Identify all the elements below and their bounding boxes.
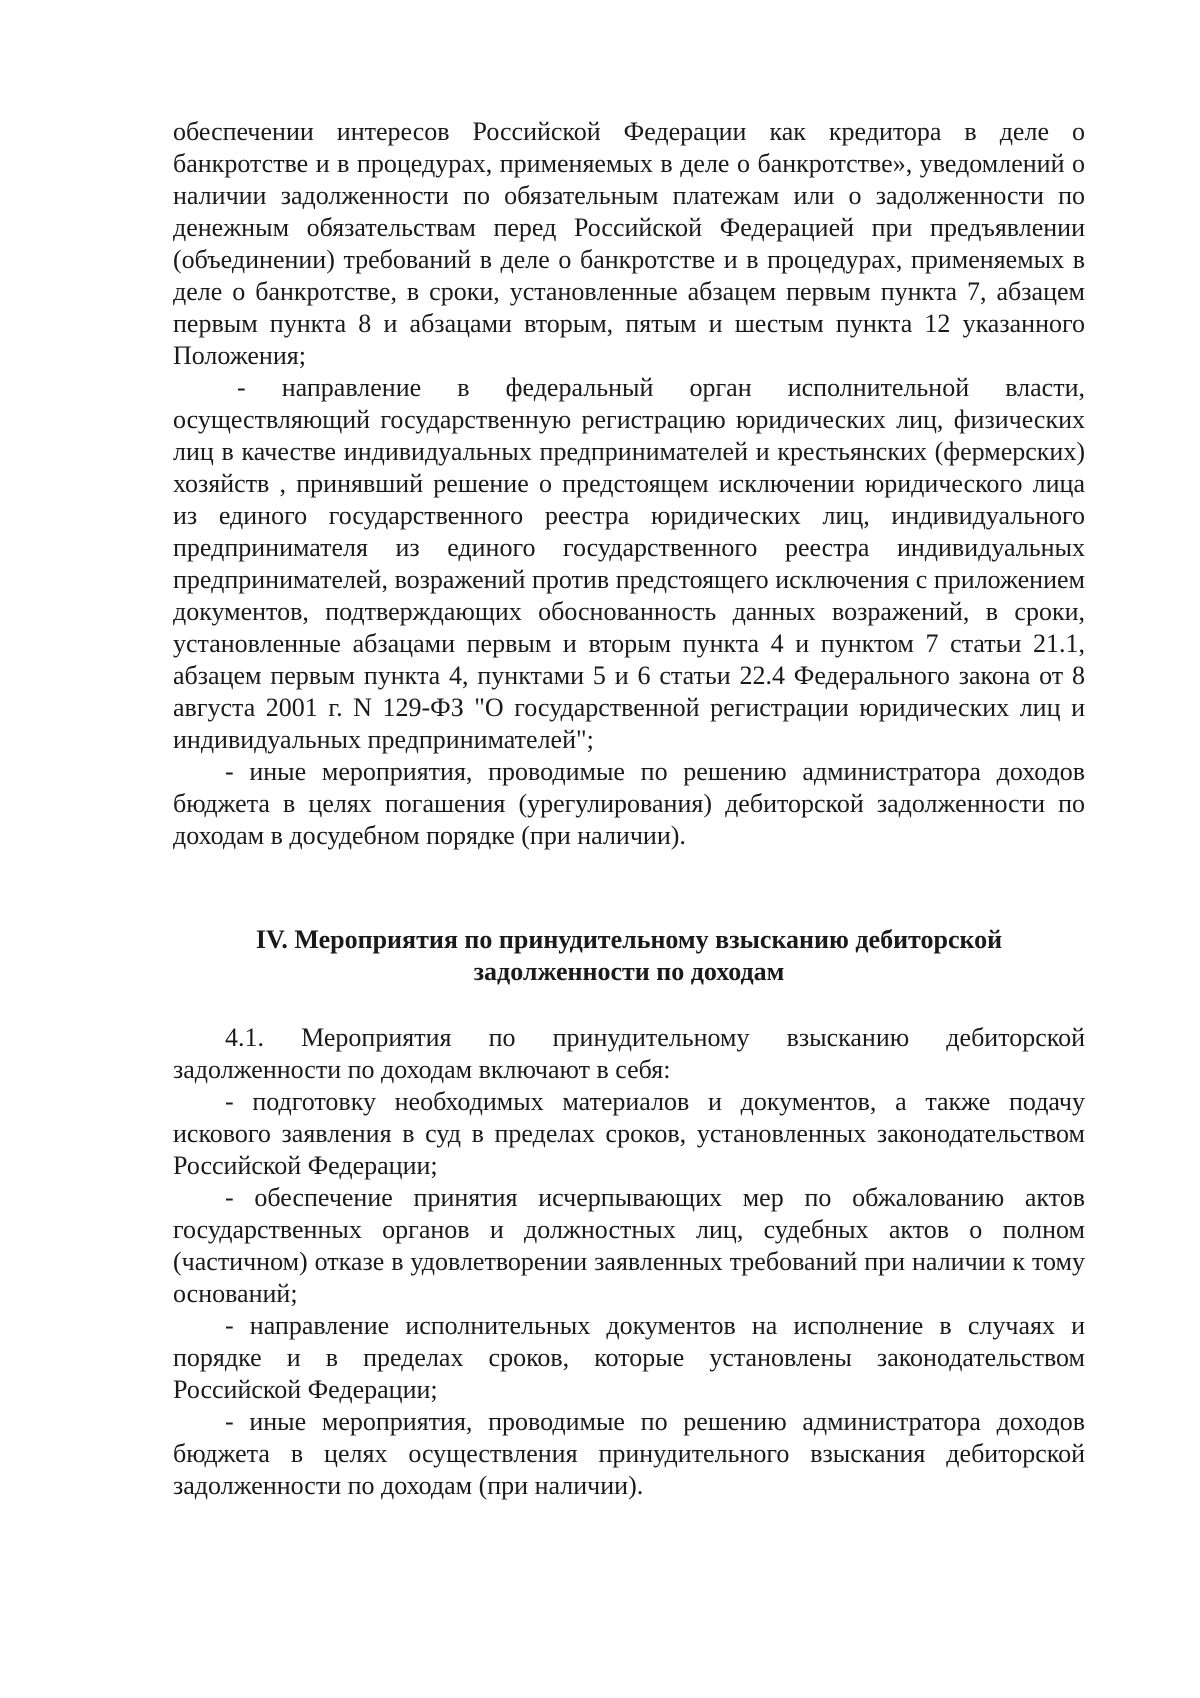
- paragraph-bankruptcy-notices: обеспечении интересов Российской Федерации как кредитора в деле о банкротстве и в процедурах, применяемых в деле о банкротстве», уведомлений о наличии задолженности по обязательным платежам или о задолженности по денежным обязательствам перед Российской Федерацией при предъявлении (объединении) требований в деле о банкротстве и в процедурах, применяемых в деле о банкротстве, в сроки, установленные абзацем первым пункта 7, абзацем первым пункта 8 и абзацами вторым, пятым и шестым пункта 12 указанного Положения;: [173, 117, 1085, 370]
- bottom-text-block: [173, 1022, 1085, 1502]
- paragraph-lawsuit-preparation: - подготовку необходимых материалов и документов, а также подачу искового заявления в суд в пределах сроков, установленных законодательством Российской Федерации;: [173, 1087, 1085, 1180]
- section-heading-line-1: IV. Мероприятия по принудительному взысканию дебиторской: [255, 925, 1003, 954]
- section-heading-line-2: задолженности по доходам: [473, 957, 785, 986]
- paragraph-appeal-measures: - обеспечение принятия исчерпывающих мер по обжалованию актов государственных органов и должностных лиц, судебных актов о полном (частичном) отказе в удовлетворении заявленных требований при наличии к тому оснований;: [173, 1183, 1085, 1308]
- top-text-block: [173, 116, 1085, 852]
- paragraph-enforcement-documents: - направление исполнительных документов на исполнение в случаях и порядке и в пределах сроков, которые установлены законодательством Российской Федерации;: [173, 1311, 1085, 1404]
- paragraph-4-1-intro: 4.1. Мероприятия по принудительному взысканию дебиторской задолженности по доходам включают в себя:: [173, 1023, 1085, 1084]
- paragraph-objections-registration: - направление в федеральный орган исполнительной власти, осуществляющий государственную регистрацию юридических лиц, физических лиц в качестве индивидуальных предпринимателей и крестьянских (фермерских) хозяйств , принявший решение о предстоящем исключении юридического лица из единого государственного реестра юридических лиц, индивидуального предпринимателя из единого государственного реестра индивидуальных предпринимателей, возражений против предстоящего исключения с приложением документов, подтверждающих обоснованность данных возражений, в сроки, установленные абзацами первым и вторым пункта 4 и пунктом 7 статьи 21.1, абзацем первым пункта 4, пунктами 5 и 6 статьи 22.4 Федерального закона от 8 августа 2001 г. N 129-ФЗ "О государственной регистрации юридических лиц и индивидуальных предпринимателей";: [173, 373, 1085, 754]
- paragraph-other-pretrial-measures: - иные мероприятия, проводимые по решению администратора доходов бюджета в целях погашения (урегулирования) дебиторской задолженности по доходам в досудебном порядке (при наличии).: [173, 757, 1085, 850]
- paragraph-other-enforcement-measures: - иные мероприятия, проводимые по решению администратора доходов бюджета в целях осуществления принудительного взыскания дебиторской задолженности по доходам (при наличии).: [173, 1407, 1085, 1500]
- section-heading: [173, 924, 1085, 988]
